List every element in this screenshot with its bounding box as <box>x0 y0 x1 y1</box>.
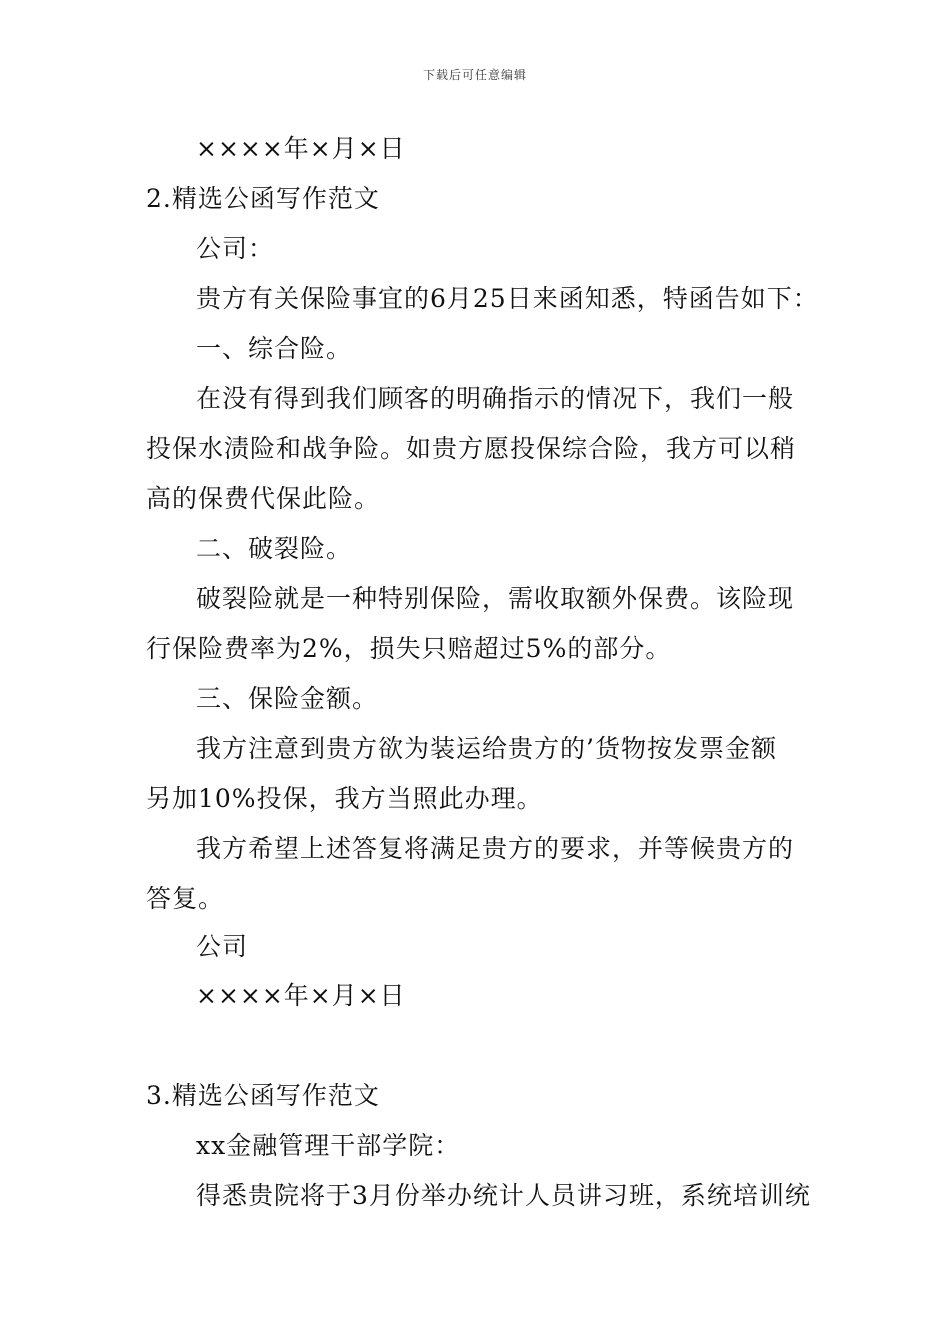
signature-company: 公司 <box>196 932 249 961</box>
subheading-comprehensive-insurance: 一、综合险。 <box>196 334 353 363</box>
paragraph-line: 投保水渍险和战争险。如贵方愿投保综合险，我方可以稍 <box>146 434 797 463</box>
page-header: 下载后可任意编辑 <box>422 68 527 82</box>
paragraph-line: 行保险费率为2%，损失只赔超过5%的部分。 <box>146 634 672 663</box>
paragraph-line: 贵方有关保险事宜的6月25日来函知悉，特函告如下： <box>196 284 819 313</box>
section-heading-2: 2.精选公函写作范文 <box>146 184 380 213</box>
paragraph-line: 得悉贵院将于3月份举办统计人员讲习班，系统培训统 <box>196 1181 811 1210</box>
date-line: ××××年×月×日 <box>196 981 406 1010</box>
salutation: xx金融管理干部学院： <box>196 1131 461 1160</box>
paragraph-line: 破裂险就是一种特别保险，需收取额外保费。该险现 <box>196 584 795 613</box>
paragraph-line: 我方注意到贵方欲为装运给贵方的’货物按发票金额 <box>196 734 777 763</box>
paragraph-line: 答复。 <box>146 884 225 913</box>
paragraph-line: 在没有得到我们顾客的明确指示的情况下，我们一般 <box>196 384 795 413</box>
paragraph-line: 另加10%投保，我方当照此办理。 <box>146 784 543 813</box>
paragraph-line: 高的保费代保此险。 <box>146 484 381 513</box>
salutation: 公司： <box>196 234 275 263</box>
subheading-insured-amount: 三、保险金额。 <box>196 684 379 713</box>
subheading-breakage-insurance: 二、破裂险。 <box>196 534 353 563</box>
paragraph-line: 我方希望上述答复将满足贵方的要求，并等候贵方的 <box>196 834 795 863</box>
date-line: ××××年×月×日 <box>196 134 406 163</box>
section-heading-3: 3.精选公函写作范文 <box>146 1081 380 1110</box>
